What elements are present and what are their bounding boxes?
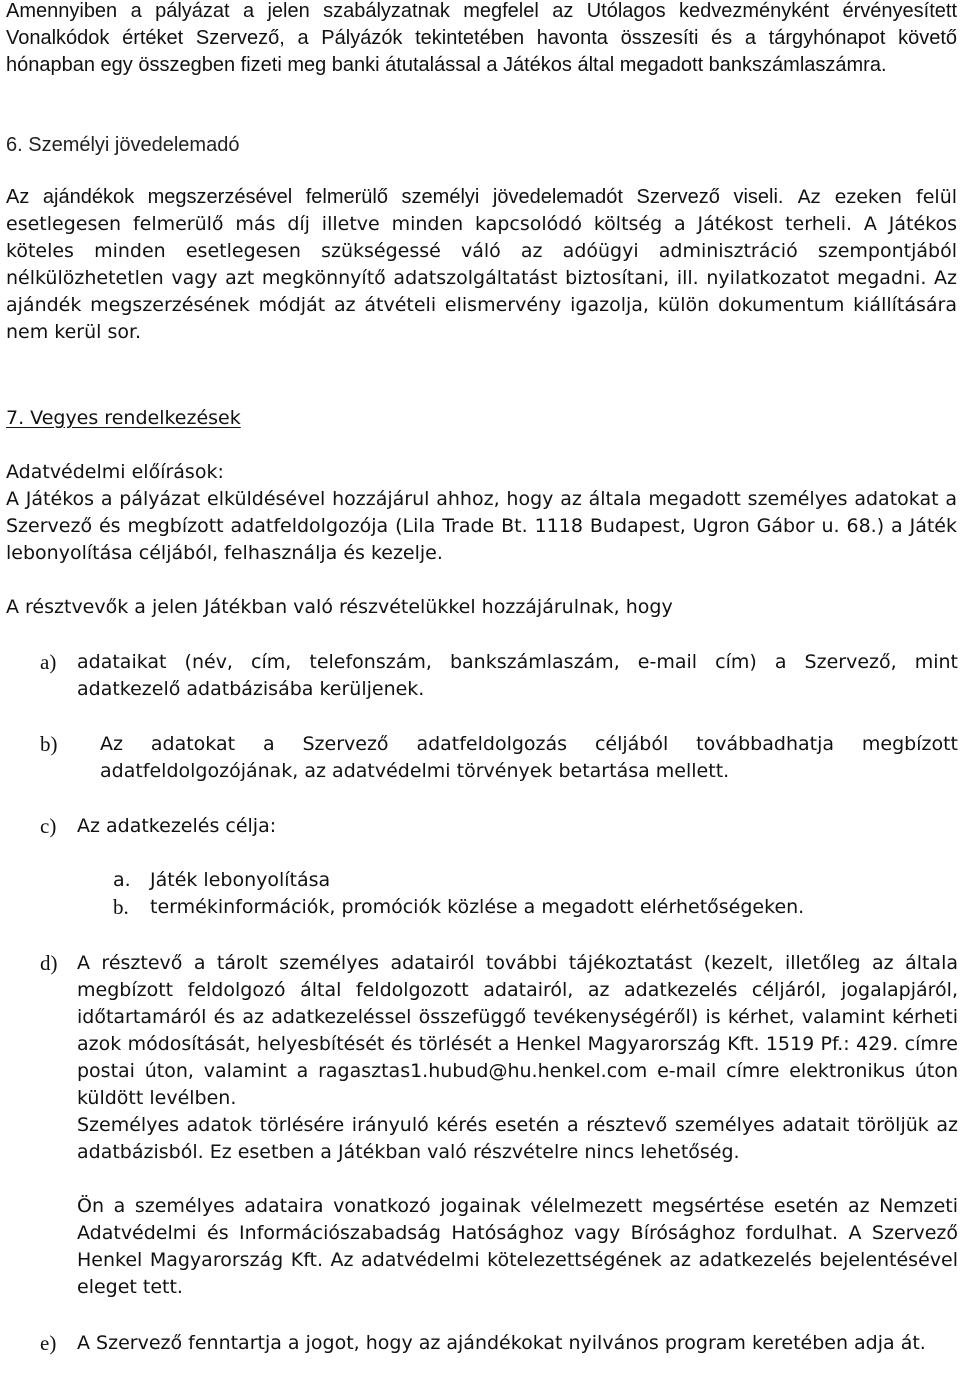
list-item-label: d) — [40, 951, 58, 975]
subitem-label: a. — [113, 869, 131, 891]
list-item-label: e) — [40, 1331, 57, 1355]
subitem-text: termékinformációk, promóciók közlése a megadott elérhetőségeken. — [150, 896, 805, 918]
list-item-label: a) — [40, 650, 57, 674]
privacy-title: Adatvédelmi előírások: — [6, 461, 224, 483]
list-item-text: adataikat (név, cím, telefonszám, bankszámlaszám, e-mail cím) a Szervező, mint adatkezelő adatbázisába kerüljenek. — [77, 651, 958, 700]
list-item-body — [77, 950, 958, 1301]
list-item-label: c) — [40, 814, 57, 838]
subitem-label: b. — [113, 895, 129, 919]
intro-paragraph: Amennyiben a pályázat a jelen szabályzatnak megfelel az Utólagos kedvezményként érvényesített Vonalkódok értéket Szervező, a Pályázók tekintetében havonta összesíti és a tárgyhónapot követő hónapban egy összegben fizeti meg banki átutalással a Játékos által megadott bankszámlaszámra. — [6, 0, 957, 76]
list-item-a — [40, 649, 958, 703]
list-item-b — [40, 731, 958, 785]
list-item-d — [40, 950, 958, 1298]
section-6-heading: 6. Személyi jövedelemadó — [6, 134, 240, 156]
consent-intro: A résztvevők a jelen Játékban való részvételükkel hozzájárulnak, hogy — [6, 596, 673, 618]
list-item-label: b) — [40, 732, 58, 756]
data-deletion-paragraph: Személyes adatok törlésére irányuló kérés esetén a résztevő személyes adatait töröljük az adatbázisból. Ez esetben a Játékban való részvételre nincs lehetőség. — [77, 1114, 958, 1163]
section-6-paragraph — [6, 184, 957, 346]
rights-violation-paragraph: Ön a személyes adataira vonatkozó jogainak vélelmezett megsértése esetén az Nemzeti Adatvédelmi és Információszabadság Hatósághoz vagy Bírósághoz fordulhat. A Szervező Henkel Magyarország Kft. Az adatvédelmi kötelezettségének az adatkezelés bejelentésével eleget tett. — [77, 1195, 958, 1298]
data-info-paragraph: A résztevő a tárolt személyes adatairól további tájékoztatást (kezelt, illetőleg az általa megbízott feldolgozó által feldolgozott adatairól, az adatkezelés céljáról, jogalapjáról, időtartamáról és az adatkezeléssel összefüggő tevékenységéről) is kérhet, valamint kérheti azok módosítását, helyesbítését és törlését a Henkel Magyarország Kft. 1519 Pf.: 429. címre postai úton, valamint a ragasztas1.hubud@hu.henkel.com e-mail címre elektronikus úton küldött levélben. — [77, 952, 958, 1109]
tax-borne-sentence: Az ajándékok megszerzésével felmerülő személyi jövedelemadót Szervező viseli. — [6, 186, 784, 208]
list-item-text: Az adatkezelés célja: — [77, 815, 277, 837]
tax-extra-costs-text: Az ezeken felül esetlegesen felmerülő más díj illetve minden kapcsolódó költség a Játékost terheli. A Játékos köteles minden esetlegesen szükségessé váló az adóügyi adminisztráció szempontjából nélkülözhetetlen vagy azt megkönnyítő adatszolgáltatást biztosítani, ill. nyilatkozatot megadni. Az ajándék megszerzésének módját az átvételi elismervény igazolja, külön dokumentum kiállítására nem kerül sor. — [6, 186, 958, 343]
list-item-c — [40, 813, 958, 840]
list-item-text: A Szervező fenntartja a jogot, hogy az ajándékokat nyilvános program keretében adja át. — [77, 1332, 926, 1354]
subitem-text: Játék lebonyolítása — [150, 869, 331, 891]
list-item-e — [40, 1330, 958, 1384]
list-item-text: Az adatokat a Szervező adatfeldolgozás céljából továbbadhatja megbízott adatfeldolgozójának, az adatvédelmi törvények betartása mellett. — [100, 733, 958, 782]
section-7-heading: 7. Vegyes rendelkezések — [6, 407, 241, 429]
privacy-paragraph: A Játékos a pályázat elküldésével hozzájárul ahhoz, hogy az általa megadott személyes adatokat a Szervező és megbízott adatfeldolgozója (Lila Trade Bt. 1118 Budapest, Ugron Gábor u. 68.) a Játék lebonyolítása céljából, felhasználja és kezelje. — [6, 488, 957, 564]
